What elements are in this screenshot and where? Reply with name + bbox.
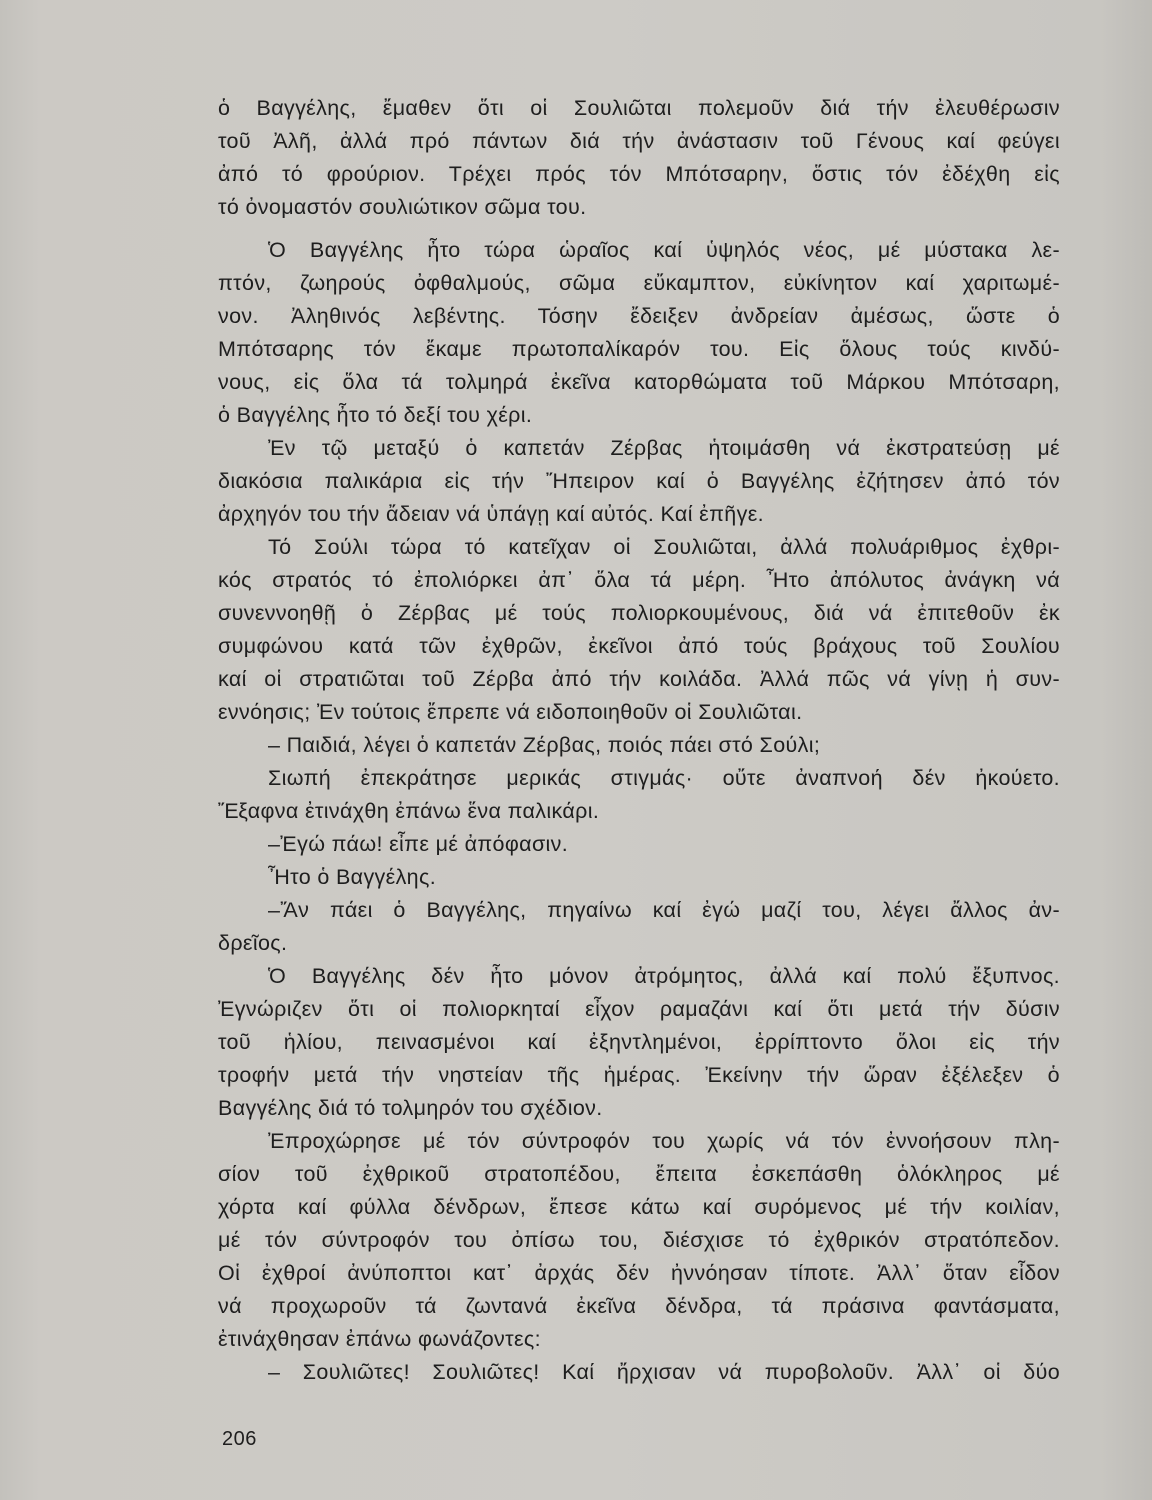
text-line: Ἦτο ὁ Βαγγέλης.	[268, 865, 437, 889]
text-line: Σιωπή ἐπεκράτησε μερικάς στιγμάς· οὔτε ἀναπνοή δέν ἠκούετο.	[268, 766, 1060, 790]
text-line: σίον τοῦ ἐχθρικοῦ στρατοπέδου, ἔπειτα ἐσκεπάσθη ὁλόκληρος μέ	[218, 1162, 1060, 1186]
text-line: τοῦ Ἀλῆ, ἀλλά πρό πάντων διά τήν ἀνάστασιν τοῦ Γένους καί φεύγει	[218, 129, 1060, 153]
text-line: τοῦ ἡλίου, πεινασμένοι καί ἐξηντλημένοι, ἐρρίπτοντο ὅλοι εἰς τήν	[218, 1030, 1060, 1054]
text-line: Ἐγνώριζεν ὅτι οἱ πολιορκηταί εἶχον ραμαζάνι καί ὅτι μετά τήν δύσιν	[218, 997, 1060, 1021]
dialogue-line: – Παιδιά, λέγει ὁ καπετάν Ζέρβας, ποιός πάει στό Σούλι;	[268, 733, 821, 757]
text-line: τό ὀνομαστόν σουλιώτικον σῶμα του.	[218, 195, 587, 219]
text-line: κός στρατός τό ἐπολιόρκει ἀπ᾽ ὅλα τά μέρη. Ἦτο ἀπόλυτος ἀνάγκη νά	[218, 568, 1060, 592]
dialogue-line: –Ἄν πάει ὁ Βαγγέλης, πηγαίνω καί ἐγώ μαζί του, λέγει ἄλλος ἀν-	[268, 898, 1060, 922]
text-line: ὁ Βαγγέλης, ἔμαθεν ὅτι οἱ Σουλιῶται πολεμοῦν διά τήν ἐλευθέρωσιν	[218, 96, 1060, 120]
text-line: τροφήν μετά τήν νηστείαν τῆς ἡμέρας. Ἐκείνην τήν ὥραν ἐξέλεξεν ὁ	[218, 1063, 1060, 1087]
dialogue-line: –Ἐγώ πάω! εἶπε μέ ἀπόφασιν.	[268, 832, 569, 856]
text-line: ἀρχηγόν του τήν ἄδειαν νά ὑπάγῃ καί αὐτός. Καί ἐπῆγε.	[218, 502, 764, 526]
text-line: Οἱ ἐχθροί ἀνύποπτοι κατ᾽ ἀρχάς δέν ἠννόησαν τίποτε. Ἀλλ᾽ ὅταν εἶδον	[218, 1261, 1060, 1285]
body-text	[218, 92, 1060, 1389]
text-line: ἀπό τό φρούριον. Τρέχει πρός τόν Μπότσαρην, ὅστις τόν ἐδέχθη εἰς	[218, 162, 1060, 186]
text-line: εννόησις; Ἐν τούτοις ἔπρεπε νά ειδοποιηθοῦν οἱ Σουλιῶται.	[218, 700, 803, 724]
text-line: ὁ Βαγγέλης ἦτο τό δεξί του χέρι.	[218, 403, 533, 427]
text-line: δρεῖος.	[218, 931, 288, 955]
text-line: Ὁ Βαγγέλης δέν ἦτο μόνον ἀτρόμητος, ἀλλά καί πολύ ἔξυπνος.	[268, 964, 1060, 988]
text-line: Ἔξαφνα ἐτινάχθη ἐπάνω ἕνα παλικάρι.	[218, 799, 600, 823]
text-line: νον. Ἀληθινός λεβέντης. Τόσην ἔδειξεν ἀνδρείαν ἀμέσως, ὥστε ὁ	[218, 304, 1060, 328]
text-line: Ἐπροχώρησε μέ τόν σύντροφόν του χωρίς νά τόν ἐννοήσουν πλη-	[268, 1129, 1060, 1153]
dialogue-line: – Σουλιῶτες! Σουλιῶτες! Καί ἤρχισαν νά πυροβολοῦν. Ἀλλ᾽ οἱ δύο	[268, 1360, 1060, 1384]
text-line: ἐτινάχθησαν ἐπάνω φωνάζοντες:	[218, 1327, 541, 1351]
text-line: Ὁ Βαγγέλης ἦτο τώρα ὡραῖος καί ὑψηλός νέος, μέ μύστακα λε-	[268, 238, 1060, 262]
text-line: Βαγγέλης διά τό τολμηρόν του σχέδιον.	[218, 1096, 603, 1120]
text-line: μέ τόν σύντροφόν του ὀπίσω του, διέσχισε τό ἐχθρικόν στρατόπεδον.	[218, 1228, 1060, 1252]
text-line: διακόσια παλικάρια εἰς τήν Ἤπειρον καί ὁ Βαγγέλης ἐζήτησεν ἀπό τόν	[218, 469, 1060, 493]
text-line: Τό Σούλι τώρα τό κατεῖχαν οἱ Σουλιῶται, ἀλλά πολυάριθμος ἐχθρι-	[268, 535, 1060, 559]
text-line: καί οἱ στρατιῶται τοῦ Ζέρβα ἀπό τήν κοιλάδα. Ἀλλά πῶς νά γίνῃ ἡ συν-	[218, 667, 1060, 691]
text-line: πτόν, ζωηρούς ὀφθαλμούς, σῶμα εὔκαμπτον, εὐκίνητον καί χαριτωμέ-	[218, 271, 1060, 295]
text-line: συνεννοηθῇ ὁ Ζέρβας μέ τούς πολιορκουμένους, διά νά ἐπιτεθοῦν ἐκ	[218, 601, 1060, 625]
page-number: 206	[222, 1428, 257, 1450]
text-line: χόρτα καί φύλλα δένδρων, ἔπεσε κάτω καί συρόμενος μέ τήν κοιλίαν,	[218, 1195, 1060, 1219]
text-line: νά προχωροῦν τά ζωντανά ἐκεῖνα δένδρα, τά πράσινα φαντάσματα,	[218, 1294, 1060, 1318]
text-line: Μπότσαρης τόν ἔκαμε πρωτοπαλίκαρόν του. Εἰς ὅλους τούς κινδύ-	[218, 337, 1060, 361]
text-line: συμφώνου κατά τῶν ἐχθρῶν, ἐκεῖνοι ἀπό τούς βράχους τοῦ Σουλίου	[218, 634, 1060, 658]
text-line: νους, εἰς ὅλα τά τολμηρά ἐκεῖνα κατορθώματα τοῦ Μάρκου Μπότσαρη,	[218, 370, 1060, 394]
text-line: Ἐν τῷ μεταξύ ὁ καπετάν Ζέρβας ἡτοιμάσθη νά ἐκστρατεύσῃ μέ	[268, 436, 1060, 460]
